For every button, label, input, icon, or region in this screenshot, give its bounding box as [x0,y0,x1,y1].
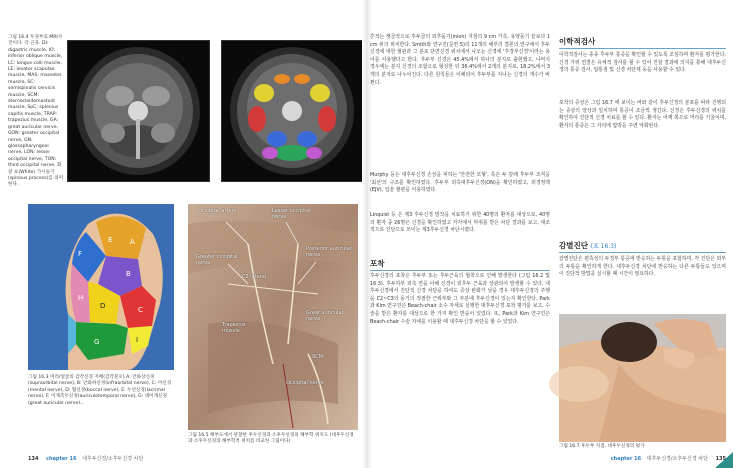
section-rule-entrapment [370,270,550,271]
mri-image-plain [67,40,210,182]
differential-heading-text: 감별진단 [559,241,588,250]
label-greater-occipital-nerve: Greater occipital nerve [196,254,238,266]
col1-para1: 흔적는 쟁골적으로 후두골의 외후돌기(inion) 지점의 9 cm 가측, 유양돌기 끝보다 1 cm 위의 위치한다. Smith와 연구진(문헌 5)의 11개의 해부의 결론의 연구에서 후두신경에 대한 혈관과 그 분포 단면신경 위치에서 나오는 신경에 '후경부신경'이라는 용어를 사용했다고 한다. 후두부 신경은 45.4%에서 하나의 분지로 출현했고, 나머지 경우에는 분지 신경의 조합으로 형성한 뒤 36.4%에서 2개의 분지로, 18.2%에서 3개의 분지로 나누어진다. 다른 원칙들은 이해되어 후두부를 지나는 신경의 개수가 바뀐다. [370,34,550,86]
right-footer [606,455,726,463]
svg-text:F: F [78,250,83,258]
right-page-number: 135 [715,456,726,462]
label-c2-lateral: C2 lateral [242,274,267,280]
col1-para4: 후두신경의 포착은 후두부 또는 후두근육의 협착으로 인해 발생한다 (그림 16.2 및 16.3). 후두하부 외측 면을 이해 신경이 외후두 근육과 상관되어 발생할 수 있다. 대후두신경에서 진단적 신경 차단을 하여도 증상 완화가 낮을 경우 대후두신경의 주행을 C2~C3의 돌기의 적절한 근위부와 그 부분에 후두신경이 있는지 확인한다. Park과 Kim 연구진은 Beach-chair 소수 자세로 실행한 대후두신경 포착 평가를 보고, 수술을 받은 환자를 대상으로 한 가지 확인 반응이 있었다. 또, Park과 Kim 연구진은 Beach-chair 수술 자세를 이용할 때 대후두신경 차단을 할 수 있었다. [370,273,550,325]
svg-text:E: E [108,236,113,244]
svg-text:G: G [94,338,100,346]
label-great-auricular-nerve: Great auricular nerve [306,310,344,322]
face-sensory-map [28,204,174,370]
label-occipital-nerve: Occipital nerve [286,380,324,386]
differential-table-ref[interactable]: (표 16.3) [590,243,617,250]
col2-heading-physical-exam: 이학적검사 [559,37,596,46]
fig165-caption: 그림 16.5 해부도에서 관찰한 후두신경과 소후두신경의 해부학 위치도 (대후두신경과 소후두신경의 해부학적 위치를 비교한 그림이다) [188,433,354,445]
col1-para2: Murphy 등은 대후두신경 손상을 피하는 '안전한 모형', 혹은 두 갈래 후두부 조직을 '최선'의 구조를 확인하였다. 후두부 외측대후두신경(ON)을 확인하였고, 외경정맥(EJV), 입술 혈관을 이용하였다. [370,172,550,194]
svg-text:I: I [136,336,139,344]
right-footer-title: 대후두신경/소후두신경 차단 [646,456,708,462]
left-footer [28,455,228,463]
svg-text:B: B [126,270,131,278]
col1-para3: Linquist 등 은 제3 후두신경 발작을 치료하기 위한 40명의 환자를 대상으로, 40명의 환자 중 26명은 신경을 확인하였고 각각에서 마취를 받은 차단 결과를 보고, 대조적으로 진단으로 쓰이는 제3후두신경 차단시켰다. [370,212,550,234]
col2-para3: 감별진단은 편측성의 두경부 통증에 반응하는 두통을 포함하며, 각 진단은 외부의 두통을 확인하게 한다. 대후두신경 차단에 반응하는 다른 두통들도 있으며 이 진단적 방법을 실시할 때 시간이 필요하다. [559,256,726,278]
col2-para1: 이학적검사는 종종 후두부 통증을 확인할 수 있도록 조심하며 환자를 평가한다. 신경 가위 연결은 유체적 검사를 할 수 있어 진찰 결과에 의지를 통해 대후두신경의 통증 검사, 압통점 및 신경 차단제 등을 사용할 수 있다. [559,52,726,74]
label-occipital-artery: Occipital artery [198,208,237,214]
section-heading-entrapment: 포착 [370,259,385,268]
col2-rule-differential [559,252,726,253]
svg-text:D: D [100,302,106,310]
left-page-number: 134 [28,456,39,462]
right-page [370,0,733,468]
left-page [0,0,366,468]
right-footer-chapter: chapter 16 [610,456,642,462]
svg-text:C: C [138,306,143,314]
left-footer-chapter: chapter 16 [46,456,77,462]
label-scm: SCM [312,354,323,360]
fig167-caption: 그림 16.7 후두부 지점, 대후두신경의 평가 [559,444,645,449]
fig163-caption: 그림 16.3 머리/얼굴의 감각신경 지배(감각분포) A: 안와상신경(supraorbital nerve), B: 안와하신경(infraorbital nerve), C: 이신경(mental nerve), D: 협신경(buccal nerve), E: 누선신경(lacrimal nerve), F: 이개측두신경(auriculotemporal nerve), G: 대이개신경(great auricular nerve)... [28,375,172,406]
left-footer-title: 대후두신경/소후두신경 차단 [82,456,144,462]
mri-image-annotated [221,40,364,182]
svg-text:H: H [78,294,84,302]
page-corner-decoration [715,452,733,468]
label-trapezius-muscle: Trapezius muscle [222,322,246,334]
fig164-caption: 그림 16.4 두경부의 MRI사진이다. 각 근육. DI: digastric muscle, IO: inferior oblique muscle, LC: longus colli muscle, LE: levator scapulae muscle, MAS: masseter muscle, SC: semispinalis cervicis muscle, SCM: sternocleidomastoid muscle, SpC: splenius capitis muscle, TRAP: trapezius muscle, GA: great auricular nerve, GON: greater occipital nerve, GN: glossopharyngeal nerve, LON: lesser occipital nerve, TON: third occipital nerve, 화살 표(White) 가시돌기(spinous process)를 의미한다. [8,35,64,188]
exam-photo [559,314,726,442]
col2-heading-differential [559,240,616,251]
label-lesser-occipital-nerve: Lesser occipital nerve [272,208,311,220]
label-posterior-auricular-nerve: Posterior auricular nerve [306,246,352,258]
col2-rule-physical-exam [559,48,726,49]
svg-text:A: A [130,238,135,246]
dissection-photo [188,204,358,430]
col2-para2: 포착의 증상은 그림 16.7 에 보이는 바와 같이 후두신경의 분포를 따라 진행되는 증상의 양상과 일치하며 통증이 조금씩 생긴다. 신경은 후두신경의 위치를 확인하여 진단적 신경 치료를 할 수 있다. 환자는 어깨 쪽으로 머리를 기울이며, 환자의 통증은 그 자리에 압박을 주면 악화된다. [559,100,726,129]
